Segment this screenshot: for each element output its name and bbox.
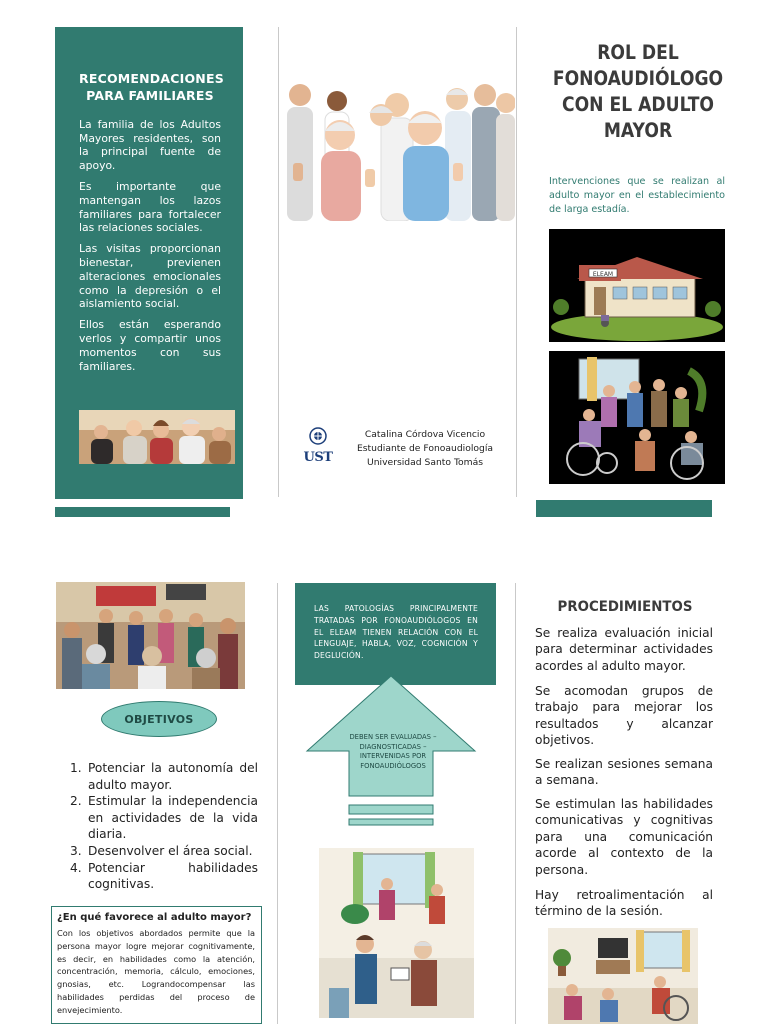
title-line: ROL DEL — [597, 41, 679, 64]
author-name: Catalina Córdova Vicencio — [364, 429, 486, 440]
building-sign-text: ELEAM — [592, 271, 614, 278]
panel-divider — [277, 583, 278, 1024]
panel-divider — [278, 27, 279, 497]
procedure-paragraph: Se realizan sesiones semana a semana. — [535, 757, 713, 788]
objectives-label: OBJETIVOS — [101, 701, 217, 737]
objective-item: 2. Estimular la independencia en actividades de la vida diaria. — [70, 794, 258, 842]
title-line: CON EL ADULTO — [561, 93, 714, 116]
panel-divider — [515, 583, 516, 1024]
title-line: FONOAUDIÓLOGO — [552, 67, 724, 90]
objective-item: 1. Potenciar la autonomía del adulto mayor. — [70, 761, 258, 792]
procedure-paragraph: Se acomodan grupos de trabajo para mejorar los resultados y alcanzar objetivos. — [535, 684, 713, 748]
recommendation-paragraph: La familia de los Adultos Mayores residentes, son la principal fuente de apoyo. — [79, 117, 221, 173]
recommendations-title: RECOMENDACIONES PARA FAMILIARES — [79, 71, 224, 103]
recommendation-paragraph: Es importante que mantengan los lazos familiares para fortalecer las relaciones sociales. — [79, 179, 221, 235]
author-university: Universidad Santo Tomás — [367, 457, 483, 468]
elderly-group-photo — [285, 73, 515, 221]
pathologies-box: LAS PATOLOGÍAS PRINCIPALMENTE TRATADAS POR FONOAUDIÓLOGOS EN EL ELEAM TIENEN RELACIÓN CON EL LENGUAJE, HABLA, VOZ, COGNICIÓN Y DEGLUCIÓN. — [295, 583, 496, 685]
group-therapy-photo — [56, 582, 245, 689]
objective-item: 3. Desenvolver el área social. — [70, 843, 253, 858]
ust-logo-text: UST — [303, 450, 333, 465]
eleam-building-illustration — [549, 229, 725, 342]
procedure-paragraph: Se realiza evaluación inicial para determinar actividades acordes al adulto mayor. — [535, 626, 713, 673]
objective-item: 4. Potenciar habilidades cognitivas. — [70, 860, 258, 892]
elderly-room-illustration — [548, 928, 698, 1024]
benefits-body: Con los objetivos abordados permite que la persona mayor logre mejorar cognitivamente, es decir, en habilidades como la atención, concentración, memoria, cálculo, emociones, gnosias, etc. Lograndocompensar las habilidades perdidas del proceso de envejecimiento. — [57, 928, 255, 1015]
author-info — [340, 428, 510, 470]
procedure-paragraph: Hay retroalimentación al término de la sesión. — [535, 888, 713, 919]
title-line: MAYOR — [603, 119, 673, 142]
decorative-bar — [536, 500, 712, 517]
brochure-title — [550, 40, 726, 144]
therapist-illustration — [319, 848, 474, 1018]
procedure-paragraph: Se estimulan las habilidades comunicativas y cognitivas para una comunicación acorde al contexto de la persona. — [535, 797, 713, 877]
elderly-activity-illustration — [549, 351, 725, 484]
recommendation-paragraph: Las visitas proporcionan bienestar, previenen alteraciones emocionales como la depresión o el aislamiento social. — [79, 242, 221, 311]
family-visit-photo — [79, 410, 235, 464]
arrow-text: DEBEN SER EVALUADAS – DIAGNOSTICADAS – INTERVENIDAS POR FONOAUDIÓLOGOS — [349, 733, 437, 770]
decorative-bar — [55, 507, 230, 517]
recommendation-paragraph: Ellos están esperando verlos y compartir unos momentos con sus familiares. — [79, 318, 221, 373]
objectives-list — [70, 760, 258, 893]
author-role: Estudiante de Fonoaudiología — [356, 443, 494, 454]
benefits-title: ¿En qué favorece al adulto mayor? — [57, 912, 252, 923]
procedures-title: PROCEDIMIENTOS — [557, 599, 693, 615]
panel-divider — [516, 27, 517, 497]
benefits-box — [51, 906, 262, 1024]
brochure-subtitle: Intervenciones que se realizan al adulto mayor en el establecimiento de larga estadía. — [549, 176, 725, 215]
